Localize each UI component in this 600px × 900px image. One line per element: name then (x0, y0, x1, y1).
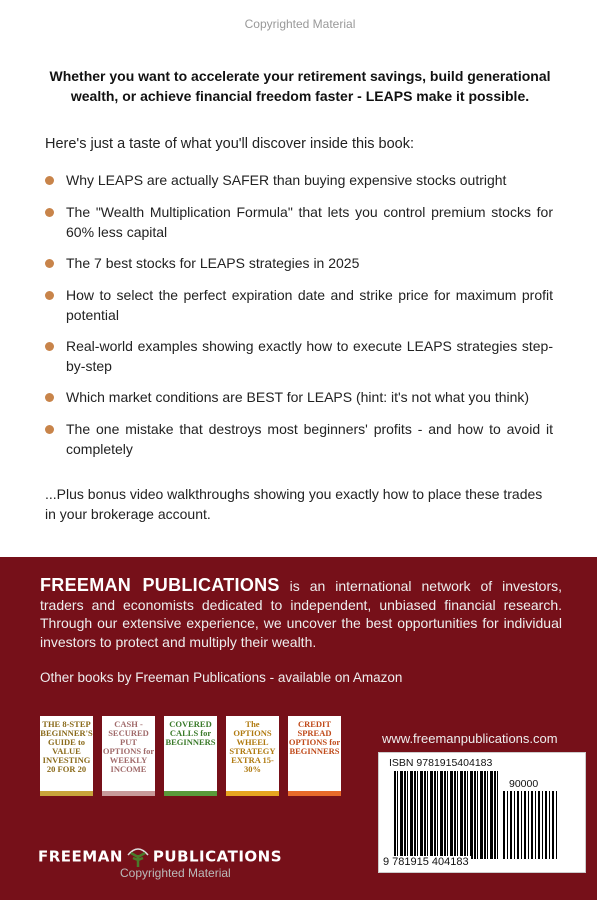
bullet-text: The "Wealth Multiplication Formula" that lets you control premium stocks for 60% less capital (66, 204, 553, 240)
bullet-text: Why LEAPS are actually SAFER than buying expensive stocks outright (66, 172, 507, 188)
publisher-logo (38, 847, 282, 867)
book-title: CASH -SECURED PUT OPTIONS for WEEKLY INCOME (102, 719, 155, 774)
bullet-dot-icon (45, 342, 54, 351)
book-thumbnail[interactable] (40, 716, 93, 796)
bullet-dot-icon (45, 425, 54, 434)
barcode-digits: 9 781915 404183 (383, 856, 469, 868)
bullet-item (45, 254, 553, 274)
intro-text: Here's just a taste of what you'll discover inside this book: (45, 136, 415, 152)
bullet-dot-icon (45, 393, 54, 402)
bullet-dot-icon (45, 259, 54, 268)
book-title: THE 8-STEP BEGINNER'S GUIDE to VALUE INVESTING 20 FOR 20 (40, 719, 93, 774)
tree-logo-icon (125, 847, 151, 867)
other-books-label: Other books by Freeman Publications - available on Amazon (40, 670, 403, 685)
book-thumbnail[interactable] (164, 716, 217, 796)
bullet-text: How to select the perfect expiration date and strike price for maximum profit potential (66, 287, 553, 323)
bullet-item (45, 420, 553, 459)
bullet-item (45, 203, 553, 242)
book-thumbnail[interactable] (226, 716, 279, 796)
bullet-dot-icon (45, 208, 54, 217)
bullet-dot-icon (45, 291, 54, 300)
bullet-item (45, 171, 553, 191)
book-thumbnail[interactable] (288, 716, 341, 796)
book-thumbnail[interactable] (102, 716, 155, 796)
watermark: Copyrighted Material (244, 17, 356, 31)
bullet-text: The 7 best stocks for LEAPS strategies in 2025 (66, 255, 360, 271)
book-title: COVERED CALLS for BEGINNERS (165, 719, 216, 747)
bullet-item (45, 388, 553, 408)
book-title: CREDIT SPREAD OPTIONS for BEGINNERS (288, 719, 341, 756)
about-text: is an international network of investors, traders and economists dedicated to independent, unbiased financial research. Through our extensive experience, we uncover the best opportunities for individual investors to protect and multiply their wealth. (40, 578, 562, 650)
bullet-dot-icon (45, 176, 54, 185)
outro-text: ...Plus bonus video walkthroughs showing you exactly how to place these trades in your brokerage account. (45, 486, 543, 522)
about-publisher (40, 576, 562, 651)
headline: Whether you want to accelerate your retirement savings, build generational wealth, or achieve financial freedom faster - LEAPS make it possible. (49, 68, 551, 104)
isbn-barcode (378, 752, 586, 873)
barcode-bars (394, 771, 499, 859)
bullet-text: Real-world examples showing exactly how to execute LEAPS strategies step-by-step (66, 338, 553, 374)
watermark: Copyrighted Material (120, 866, 231, 880)
isbn-text: ISBN 9781915404183 (389, 757, 493, 769)
price-barcode-bars (503, 791, 558, 859)
price-code: 90000 (509, 778, 539, 790)
bullet-text: The one mistake that destroys most beginners' profits - and how to avoid it completely (66, 421, 553, 457)
website-url[interactable]: www.freemanpublications.com (382, 731, 558, 746)
bullet-text: Which market conditions are BEST for LEAPS (hint: it's not what you think) (66, 389, 530, 405)
logo-left-text: FREEMAN (38, 847, 123, 866)
book-title: The OPTIONS WHEEL STRATEGY EXTRA 15-30% (229, 719, 276, 774)
logo-right-text: PUBLICATIONS (152, 847, 283, 866)
bullet-item (45, 286, 553, 325)
bullet-item (45, 337, 553, 376)
publisher-name: FREEMAN PUBLICATIONS (40, 575, 280, 595)
